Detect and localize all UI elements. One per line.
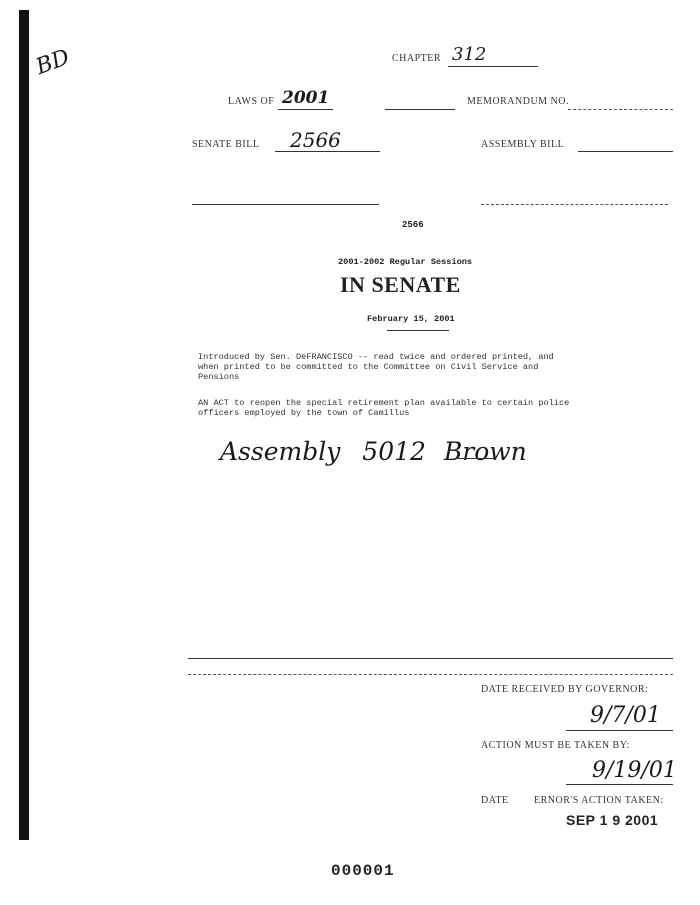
laws-value: 2001: [282, 88, 330, 108]
taken-label-date: DATE: [481, 795, 509, 806]
blank-line-left: [192, 204, 379, 205]
action-value: 9/19/01: [592, 758, 677, 783]
blank-line-right: [481, 204, 668, 205]
received-line: [566, 730, 673, 731]
laws-line: [278, 109, 333, 110]
memo-line: [568, 109, 673, 110]
act-line-2: officers employed by the town of Camillus: [198, 408, 410, 418]
annotation-underline: [455, 458, 495, 459]
taken-stamp: SEP 1 9 2001: [566, 812, 659, 828]
bill-date: February 15, 2001: [367, 314, 455, 324]
page-number: 000001: [331, 862, 395, 880]
introduced-line-1: Introduced by Sen. DeFRANCISCO -- read twice and ordered printed, and: [198, 352, 554, 362]
laws-label: LAWS OF: [228, 96, 275, 107]
action-label: ACTION MUST BE TAKEN BY:: [481, 740, 630, 751]
date-rule: [387, 330, 449, 331]
chapter-value: 312: [452, 44, 487, 65]
act-line-1: AN ACT to reopen the special retirement plan available to certain police: [198, 398, 570, 408]
assembly-bill-label: ASSEMBLY BILL: [481, 139, 565, 150]
senate-bill-line: [275, 151, 380, 152]
annotation-sponsor: Brown: [443, 437, 527, 466]
received-label: DATE RECEIVED BY GOVERNOR:: [481, 684, 649, 695]
bill-number: 2566: [402, 220, 424, 230]
introduced-line-2: when printed to be committed to the Committee on Civil Service and: [198, 362, 539, 372]
annotation-word: Assembly: [220, 437, 341, 466]
introduced-text: [198, 352, 554, 382]
senate-bill-label: SENATE BILL: [192, 139, 260, 150]
session-text: 2001-2002 Regular Sessions: [338, 257, 473, 267]
action-line: [566, 784, 673, 785]
received-value: 9/7/01: [590, 703, 661, 728]
act-text: [198, 398, 569, 418]
annotation-number: 5012: [362, 437, 426, 466]
divider-bottom: [188, 674, 673, 675]
chapter-label: CHAPTER: [392, 53, 442, 64]
chapter-line: [448, 66, 538, 67]
margin-initials: BD: [32, 44, 74, 81]
divider-top: [188, 658, 673, 659]
senate-bill-value: 2566: [290, 128, 341, 152]
taken-label-rest: ERNOR'S ACTION TAKEN:: [534, 795, 664, 806]
memo-label: MEMORANDUM NO.: [467, 96, 570, 107]
scan-border: [19, 10, 29, 840]
assembly-bill-line: [578, 151, 673, 152]
assembly-annotation: [220, 437, 527, 466]
blank-line: [385, 109, 455, 110]
introduced-line-3: Pensions: [198, 372, 240, 382]
house-heading: IN SENATE: [340, 272, 461, 297]
